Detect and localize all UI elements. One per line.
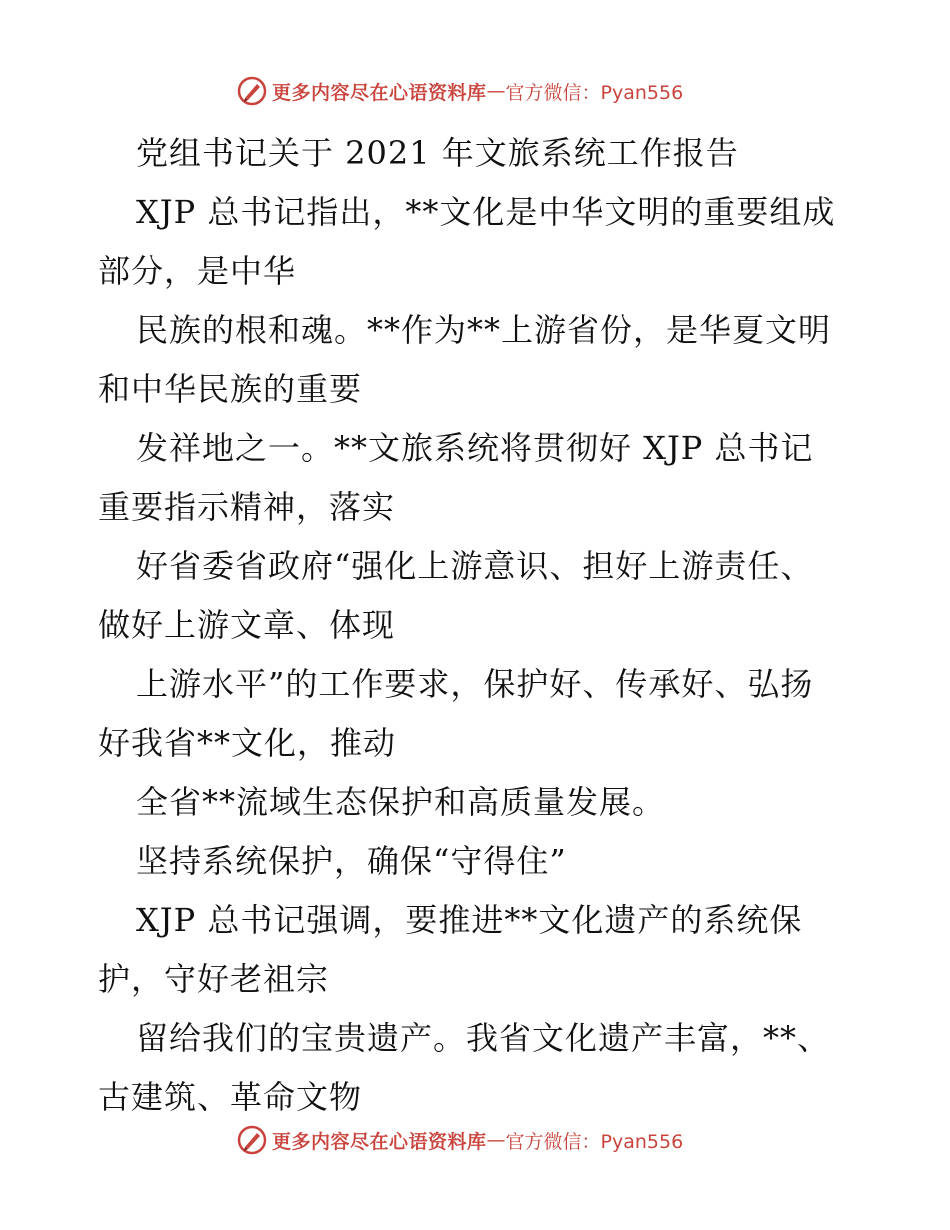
watermark-wechat: 官方微信：Pyan556 — [505, 81, 684, 104]
text-line: 好我省**文化，推动 — [98, 724, 397, 762]
text-line: 坚持系统保护，确保“守得住” — [136, 842, 567, 880]
watermark-separator: — — [486, 1129, 506, 1151]
text-line: 发祥地之一。**文旅系统将贯彻好 XJP 总书记 — [136, 429, 814, 467]
text-line: 上游水平”的工作要求，保护好、传承好、弘扬 — [136, 665, 814, 703]
document-body — [98, 124, 858, 1127]
document-title: 党组书记关于 2021 年文旅系统工作报告 — [136, 134, 739, 172]
text-line: 民族的根和魂。**作为**上游省份，是华夏文明 — [136, 311, 832, 349]
pen-logo-icon — [236, 75, 268, 107]
watermark-separator: — — [486, 80, 506, 102]
text-line: 古建筑、革命文物 — [98, 1078, 363, 1116]
text-line: 部分，是中华 — [98, 252, 297, 290]
text-line: 全省**流域生态保护和高质量发展。 — [136, 783, 666, 821]
watermark-text: 更多内容尽在心语资料库 — [272, 81, 487, 104]
text-line: XJP 总书记指出，**文化是中华文明的重要组成 — [136, 193, 836, 231]
footer-watermark — [236, 1123, 683, 1157]
watermark-wechat: 官方微信：Pyan556 — [505, 1130, 684, 1153]
text-line: 重要指示精神，落实 — [98, 488, 396, 526]
text-line: XJP 总书记强调，要推进**文化遗产的系统保 — [136, 901, 803, 939]
text-line: 做好上游文章、体现 — [98, 606, 396, 644]
text-line: 留给我们的宝贵遗产。我省文化遗产丰富，**、 — [136, 1019, 831, 1057]
text-line: 和中华民族的重要 — [98, 370, 363, 408]
text-line: 好省委省政府“强化上游意识、担好上游责任、 — [136, 547, 814, 585]
watermark-text: 更多内容尽在心语资料库 — [272, 1130, 487, 1153]
text-line: 护，守好老祖宗 — [98, 960, 330, 998]
pen-logo-icon — [236, 1124, 268, 1156]
header-watermark — [236, 74, 683, 108]
